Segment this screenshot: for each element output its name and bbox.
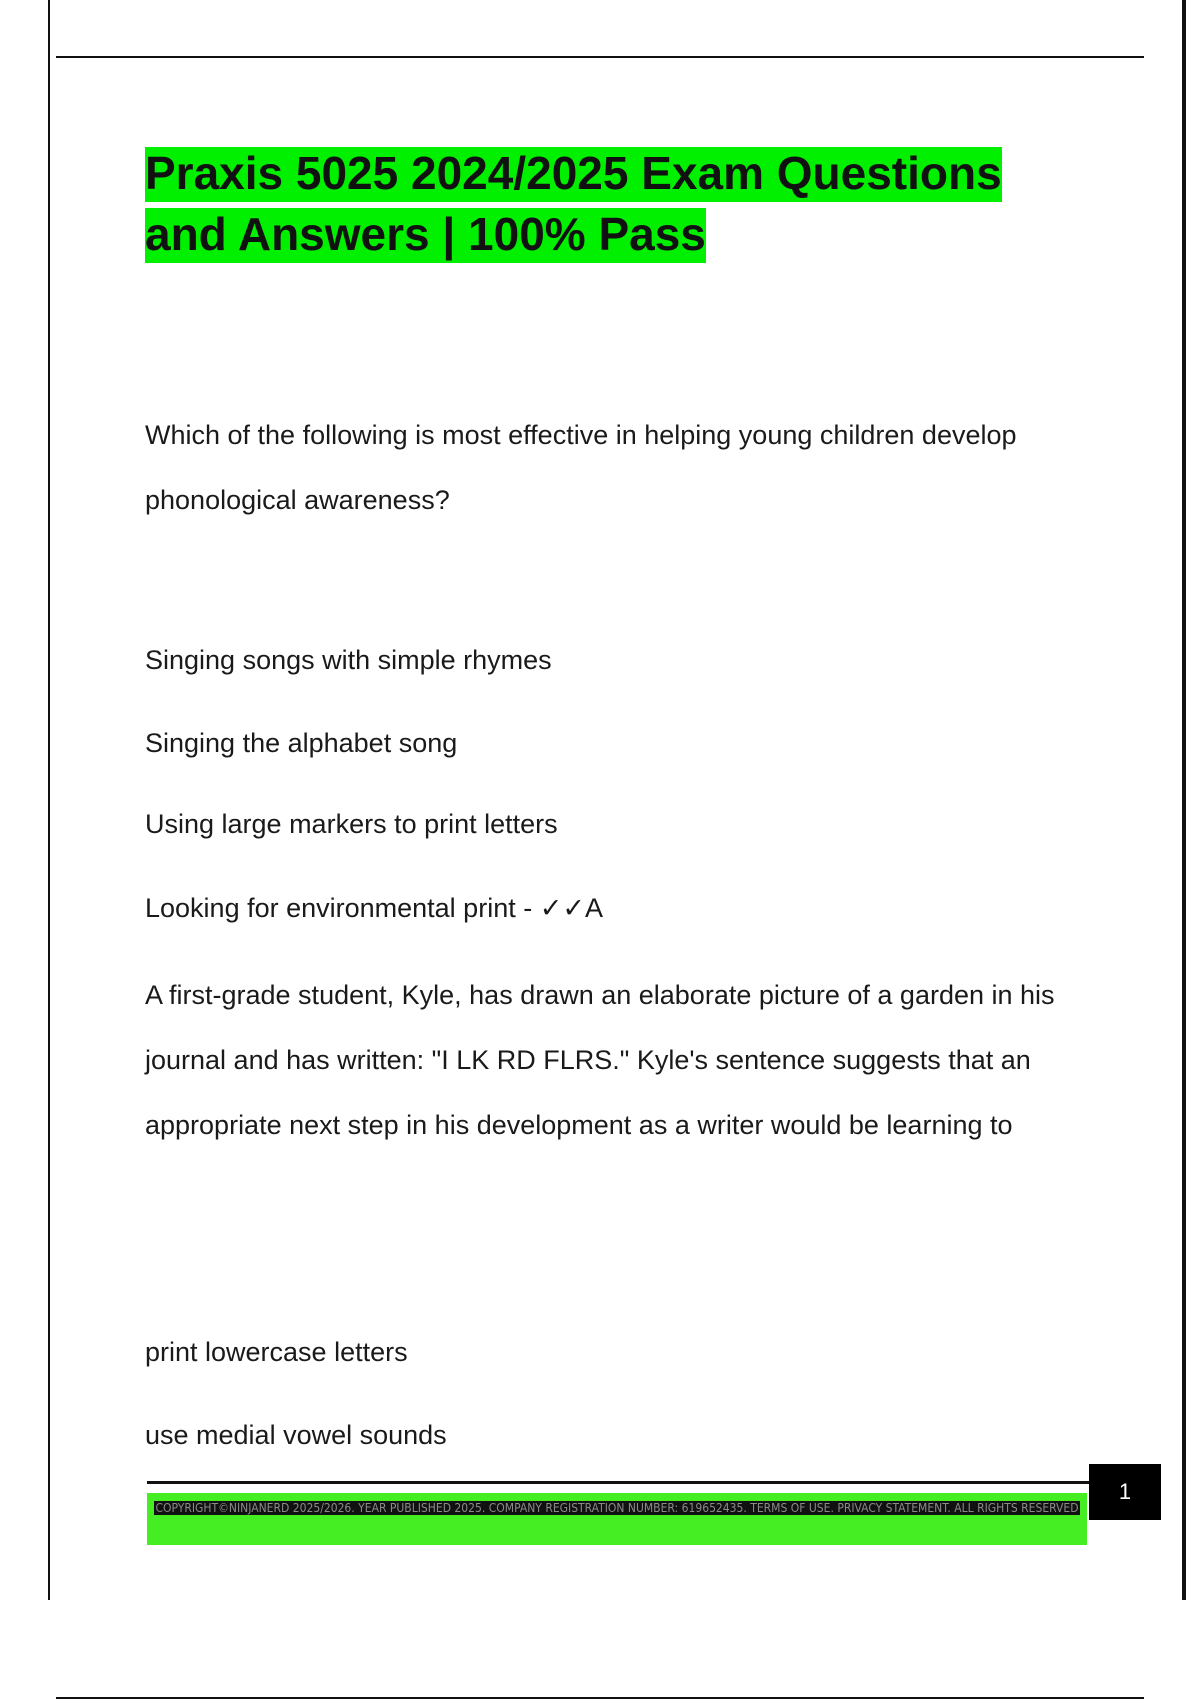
page-border-right <box>1182 0 1186 1600</box>
document-title <box>145 143 1075 265</box>
header-rule <box>56 56 1144 58</box>
question-2-option-1: print lowercase letters <box>145 1337 408 1367</box>
question-1-text: Which of the following is most effective in helping young children develop phonological awareness? <box>145 420 1017 515</box>
question-1-option-1: Singing songs with simple rhymes <box>145 645 552 675</box>
next-page-rule <box>56 1697 1144 1699</box>
copyright-footer <box>147 1493 1087 1545</box>
page-border-left <box>48 0 50 1600</box>
question-1-option-4-answer: Looking for environmental print - ✓✓A <box>145 893 603 923</box>
question-1-option-2: Singing the alphabet song <box>145 728 458 758</box>
question-2-text: A first-grade student, Kyle, has drawn an elaborate picture of a garden in his journal and has written: "I LK RD FLRS." Kyle's sentence suggests that an appropriate next step in his development as a writer would be learning to <box>145 980 1055 1140</box>
title-highlight: Praxis 5025 2024/2025 Exam Questions and Answers | 100% Pass <box>145 147 1002 263</box>
question-2-option-2: use medial vowel sounds <box>145 1420 447 1450</box>
copyright-text: COPYRIGHT©NINJANERD 2025/2026. YEAR PUBLISHED 2025. COMPANY REGISTRATION NUMBER: 619652435. TERMS OF USE. PRIVACY STATEMENT. ALL RIGHTS RESERVED <box>155 1501 1079 1515</box>
question-1-option-3: Using large markers to print letters <box>145 809 558 839</box>
page-number: 1 <box>1089 1464 1161 1520</box>
footer-rule <box>147 1481 1089 1484</box>
